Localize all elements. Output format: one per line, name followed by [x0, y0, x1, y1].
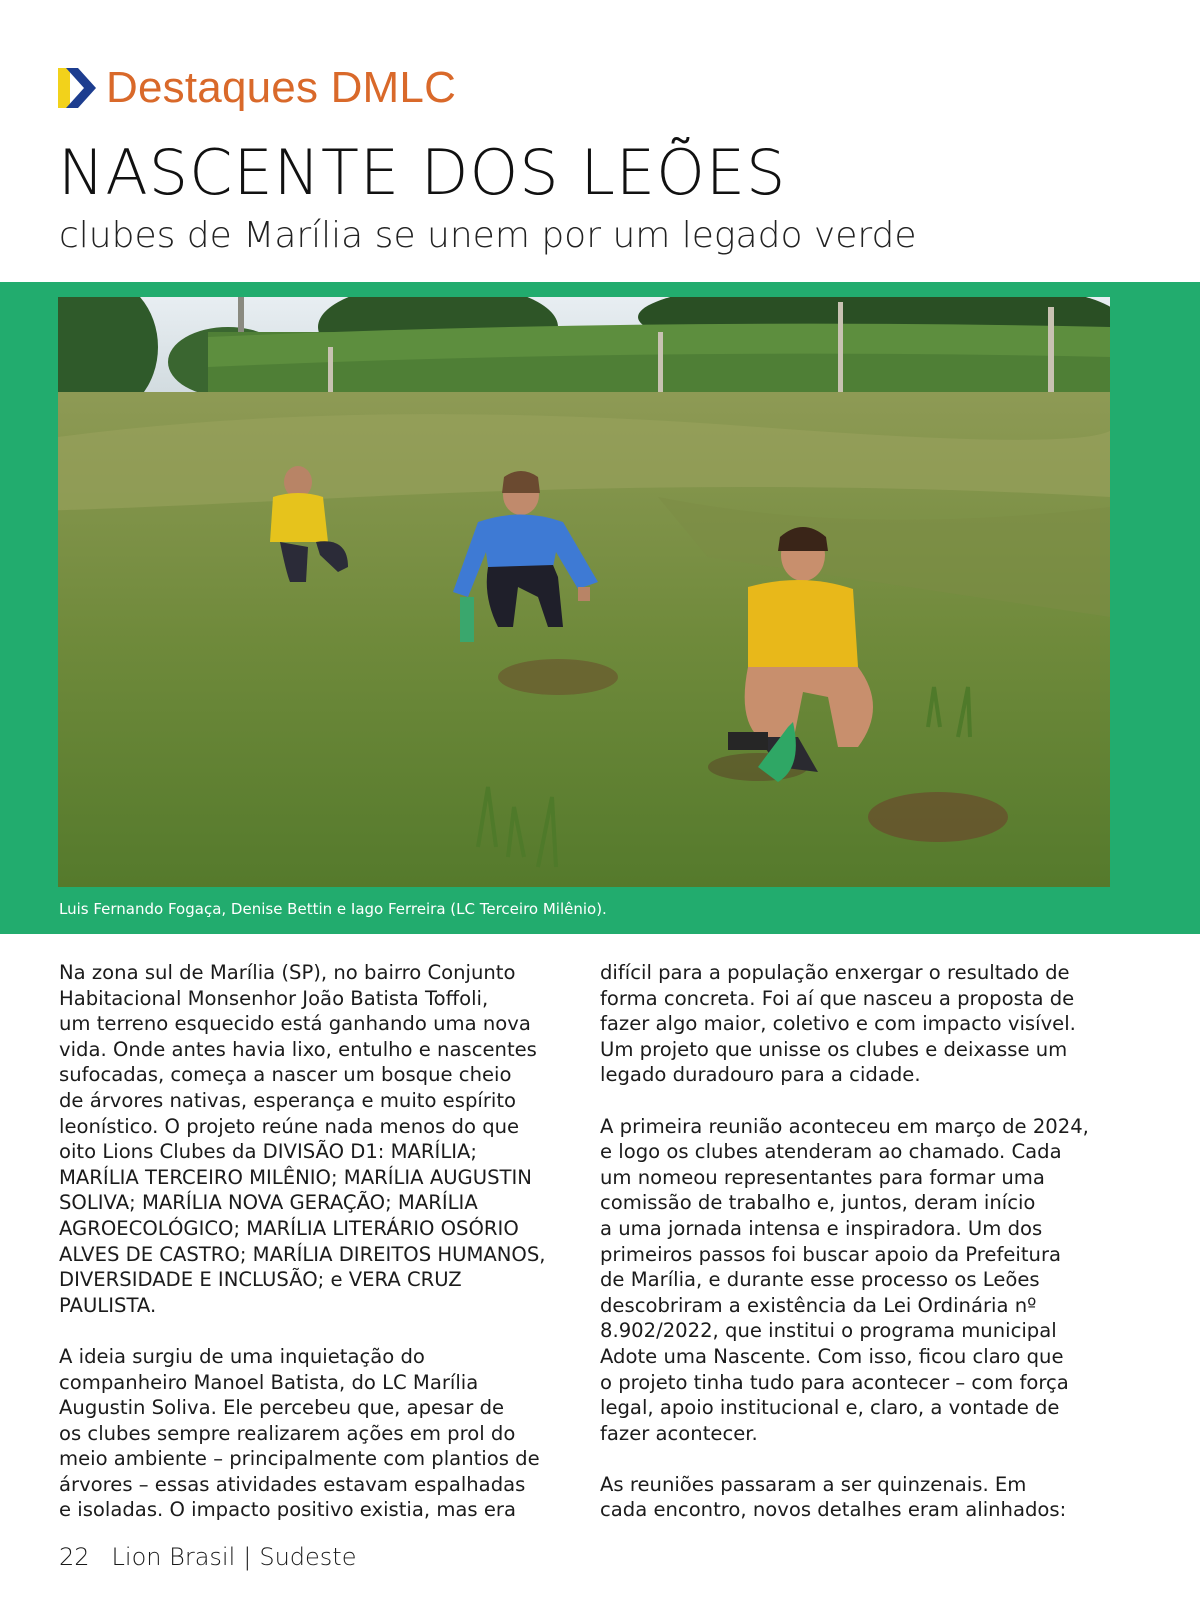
footer-separator: |	[243, 1543, 252, 1571]
page-number: 22	[59, 1543, 90, 1571]
article-subtitle: clubes de Marília se unem por um legado verde	[59, 215, 917, 256]
paragraph: Na zona sul de Marília (SP), no bairro Conjunto Habitacional Monsenhor João Batista Toffoli, um terreno esquecido está ganhando uma nova vida. Onde antes havia lixo, entulho e nascentes sufocadas, começa a nascer um bosque cheio de árvores nativas, esperança e muito espírito leonístico. O projeto reúne nada menos do que oito Lions Clubes da DIVISÃO D1: MARÍLIA; MARÍLIA TERCEIRO MILÊNIO; MARÍLIA AUGUSTIN SOLIVA; MARÍLIA NOVA GERAÇÃO; MARÍLIA AGROECOLÓGICO; MARÍLIA LITERÁRIO OSÓRIO ALVES DE CASTRO; MARÍLIA DIREITOS HUMANOS, DIVERSIDADE E INCLUSÃO; e VERA CRUZ PAULISTA.	[59, 961, 546, 1317]
edition-name: Sudeste	[259, 1543, 357, 1571]
article-column-left	[59, 960, 579, 1549]
chevron-icon	[58, 64, 98, 112]
publication-name: Lion Brasil	[111, 1543, 236, 1571]
article-title: NASCENTE DOS LEÕES	[58, 136, 787, 209]
article-photo	[58, 297, 1110, 887]
page-footer	[59, 1543, 356, 1571]
paragraph: A ideia surgiu de uma inquietação do companheiro Manoel Batista, do LC Marília Augustin Soliva. Ele percebeu que, apesar de os clubes sempre realizarem ações em prol do meio ambiente – principalmente com plantios de árvores – essas atividades estavam espalhadas e isoladas. O impacto positivo existia, mas era	[59, 1344, 540, 1522]
article-column-right	[600, 960, 1120, 1549]
paragraph: As reuniões passaram a ser quinzenais. Em cada encontro, novos detalhes eram alinhados:	[600, 1472, 1067, 1522]
paragraph: difícil para a população enxergar o resultado de forma concreta. Foi aí que nasceu a proposta de fazer algo maior, coletivo e com impacto visível. Um projeto que unisse os clubes e deixasse um legado duradouro para a cidade.	[600, 961, 1076, 1087]
section-label: Destaques DMLC	[106, 63, 457, 112]
photo-band	[0, 282, 1200, 934]
section-header	[58, 58, 456, 118]
photo-caption: Luis Fernando Fogaça, Denise Bettin e Iago Ferreira (LC Terceiro Milênio).	[59, 900, 607, 918]
paragraph: A primeira reunião aconteceu em março de 2024, e logo os clubes atenderam ao chamado. Cada um nomeou representantes para formar uma comissão de trabalho e, juntos, deram início a uma jornada intensa e inspiradora. Um dos primeiros passos foi buscar apoio da Prefeitura de Marília, e durante esse processo os Leões descobriram a existência da Lei Ordinária nº 8.902/2022, que institui o programa municipal Adote uma Nascente. Com isso, ficou claro que o projeto tinha tudo para acontecer – com força legal, apoio institucional e, claro, a vontade de fazer acontecer.	[600, 1114, 1089, 1445]
